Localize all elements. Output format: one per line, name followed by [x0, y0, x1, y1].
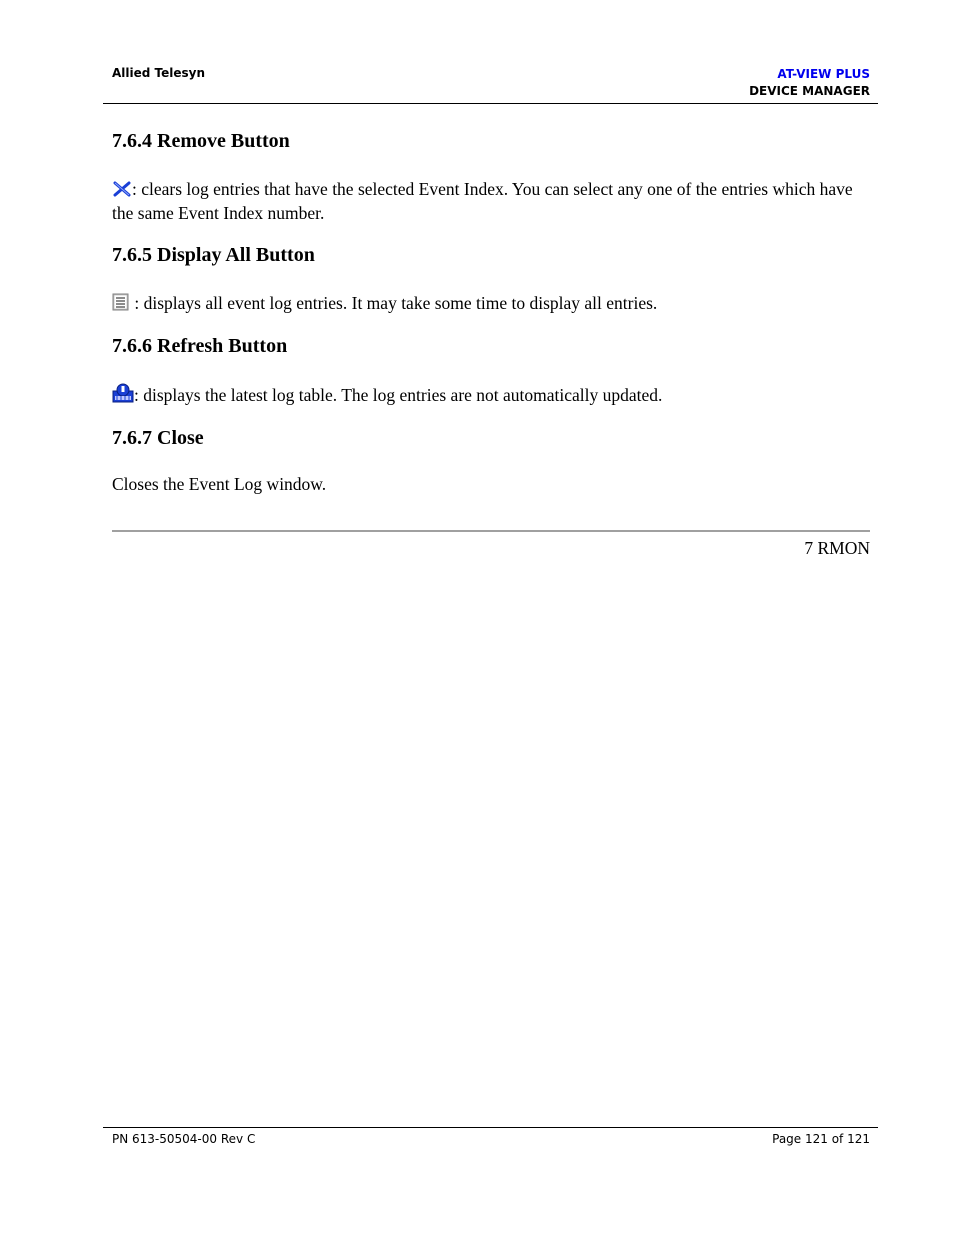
header-product-block	[749, 66, 870, 100]
section-text-display-all	[112, 292, 872, 316]
remove-description: : clears log entries that have the selected Event Index. You can select any one of the entries which have the same Event Index number.	[112, 179, 853, 223]
remove-x-icon	[112, 180, 132, 202]
section-text-refresh	[112, 383, 872, 408]
header-subtitle: DEVICE MANAGER	[749, 84, 870, 98]
header-divider	[103, 103, 878, 104]
section-heading-display-all: 7.6.5 Display All Button	[112, 244, 315, 266]
footer-page-number: Page 121 of 121	[772, 1132, 870, 1146]
section-text-close: Closes the Event Log window.	[112, 474, 327, 494]
refresh-description: : displays the latest log table. The log entries are not automatically updated.	[134, 385, 663, 405]
section-heading-close: 7.6.7 Close	[112, 427, 204, 449]
header-product: AT-VIEW PLUS	[777, 67, 870, 81]
header-company: Allied Telesyn	[112, 66, 206, 80]
refresh-icon	[112, 383, 134, 408]
footer-divider	[103, 1127, 878, 1128]
list-icon	[112, 293, 130, 316]
section-divider	[112, 530, 870, 532]
display-all-description: : displays all event log entries. It may take some time to display all entries.	[130, 293, 658, 313]
section-text-remove	[112, 178, 872, 224]
section-heading-refresh: 7.6.6 Refresh Button	[112, 335, 288, 357]
section-heading-remove: 7.6.4 Remove Button	[112, 130, 290, 152]
footer-part-number: PN 613-50504-00 Rev C	[112, 1132, 256, 1146]
chapter-label: 7 RMON	[804, 538, 870, 558]
